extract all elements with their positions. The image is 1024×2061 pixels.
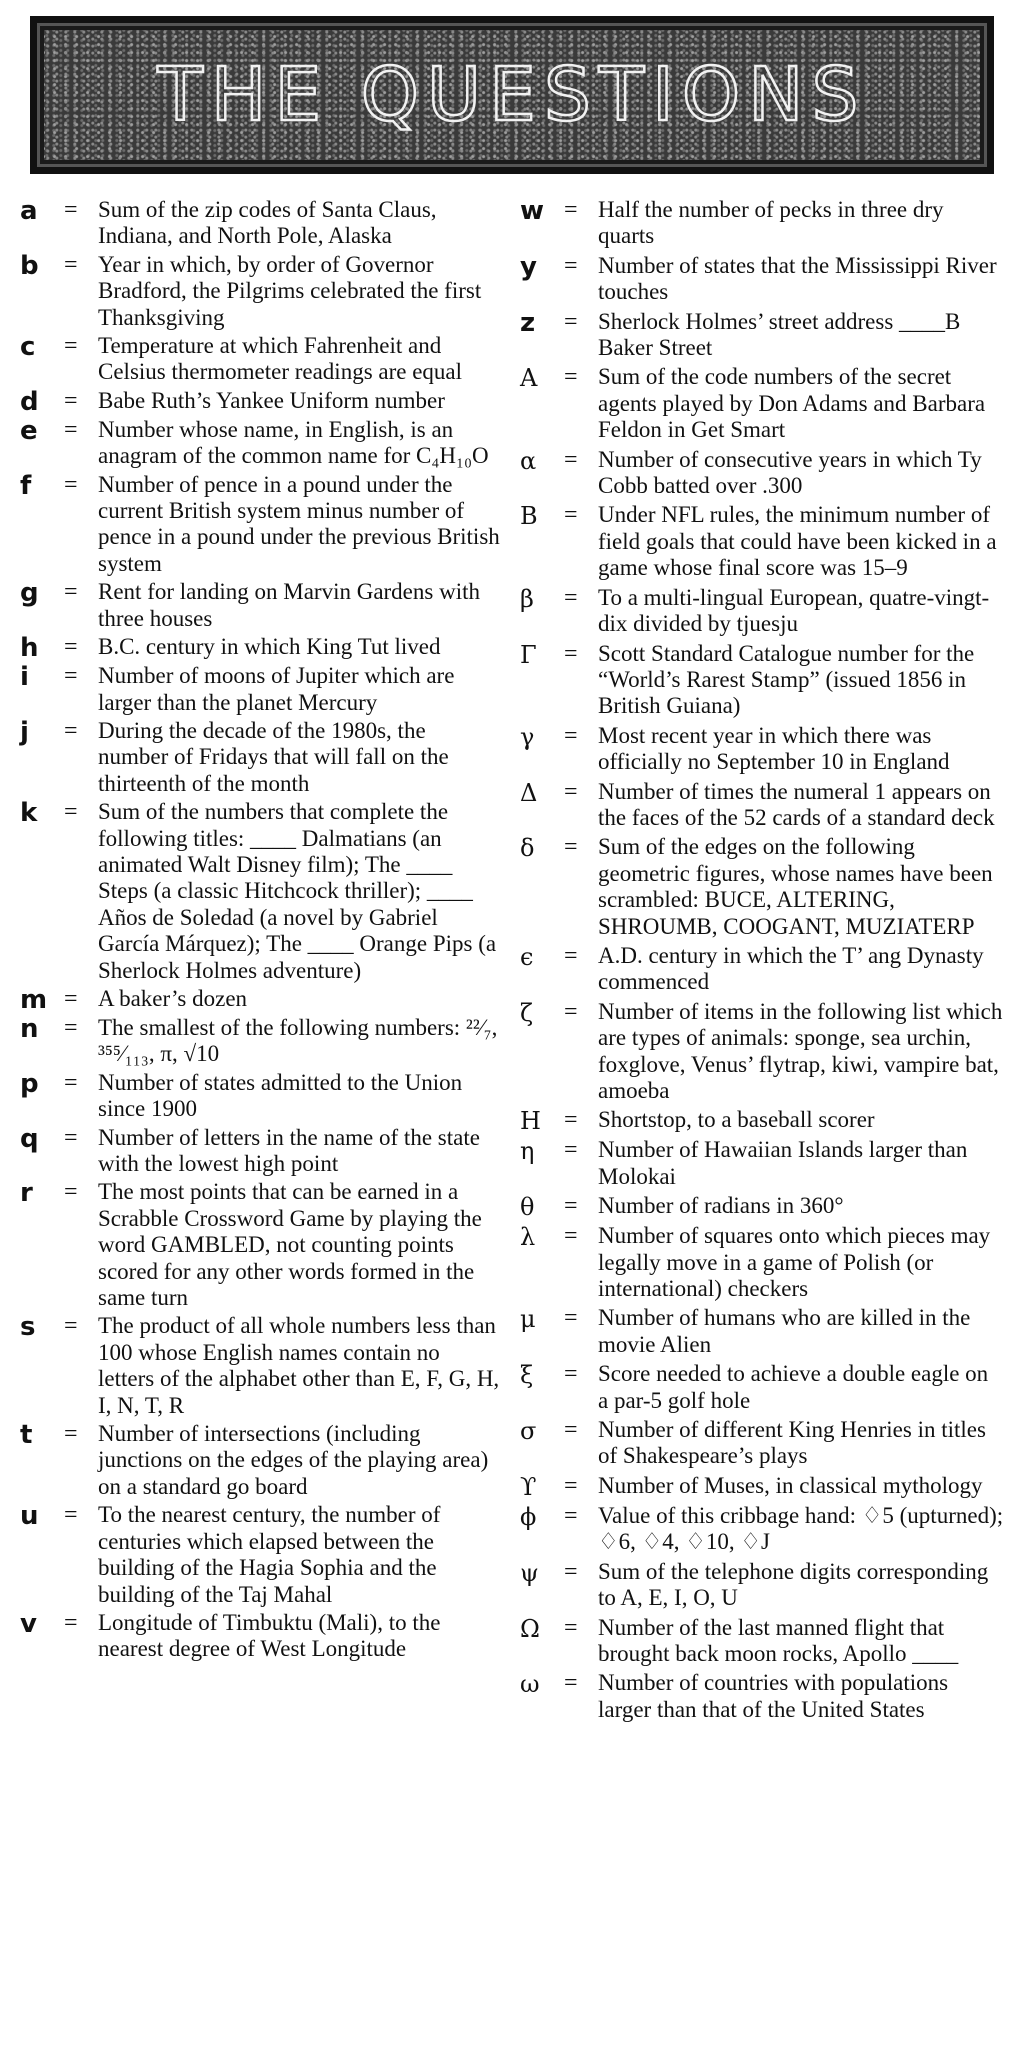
equals-sign: = <box>564 197 578 223</box>
question-entry <box>520 364 1004 443</box>
equals-sign: = <box>64 1609 78 1636</box>
question-text: Under NFL rules, the minimum number of field goals that could have been kicked in a game whose final score was 15–9 <box>598 502 997 581</box>
question-letter: q <box>20 1123 39 1154</box>
question-entry <box>520 1107 1004 1134</box>
question-letter: η <box>520 1137 535 1166</box>
question-text: During the decade of the 1980s, the number of Fridays that will fall on the thirteenth of the month <box>98 717 449 796</box>
question-text: B.C. century in which King Tut lived <box>98 634 441 660</box>
question-letter: A <box>520 364 538 393</box>
question-entry <box>20 718 500 797</box>
question-text: A.D. century in which the T’ ang Dynasty commenced <box>598 942 984 995</box>
question-entry <box>20 472 500 578</box>
question-letter: θ <box>520 1193 535 1222</box>
question-letter: Γ <box>520 640 537 669</box>
question-text: Scott Standard Catalogue number for the “World’s Rarest Stamp” (issued 1856 in British Guiana) <box>598 640 975 719</box>
question-letter: k <box>20 798 38 829</box>
question-letter: r <box>20 1178 33 1209</box>
question-text: Sherlock Holmes’ street address ____B Baker Street <box>598 308 961 361</box>
equals-sign: = <box>564 722 578 749</box>
question-letter: Ω <box>520 1614 540 1643</box>
question-entry <box>520 197 1004 250</box>
question-text: Shortstop, to a baseball scorer <box>598 1107 875 1133</box>
question-letter: s <box>20 1312 36 1343</box>
question-text: Number of Muses, in classical mythology <box>598 1472 983 1498</box>
question-text: Temperature at which Fahrenheit and Celsius thermometer readings are equal <box>98 333 463 385</box>
question-entry <box>520 1615 1004 1668</box>
equals-sign: = <box>564 1417 578 1444</box>
question-letter: c <box>20 332 36 363</box>
equals-sign: = <box>564 1223 578 1250</box>
equals-sign: = <box>564 640 578 667</box>
question-text: To the nearest century, the number of centuries which elapsed between the building of the Hagia Sophia and the building of the Taj Mahal <box>98 1502 441 1607</box>
question-text: The product of all whole numbers less than 100 whose English names contain no letters of the alphabet other than E, F, G, H, I, N, T, R <box>98 1313 500 1418</box>
question-entry <box>520 723 1004 776</box>
question-letter: t <box>20 1420 33 1451</box>
equals-sign: = <box>564 1361 578 1388</box>
equals-sign: = <box>564 834 578 861</box>
equals-sign: = <box>64 416 78 443</box>
question-letter: ψ <box>520 1558 539 1587</box>
equals-sign: = <box>564 1107 578 1134</box>
left-question-column <box>20 197 500 1665</box>
question-entry <box>520 447 1004 500</box>
question-letter: B <box>520 502 538 531</box>
question-entry <box>20 986 500 1013</box>
question-letter: ξ <box>520 1361 534 1390</box>
question-text: Longitude of Timbuktu (Mali), to the nearest degree of West Longitude <box>98 1609 441 1662</box>
equals-sign: = <box>564 364 578 391</box>
question-entry <box>520 1193 1004 1220</box>
question-letter: σ <box>520 1417 537 1446</box>
question-letter: ω <box>520 1670 540 1699</box>
equals-sign: = <box>564 942 578 969</box>
question-entry <box>20 1610 500 1663</box>
question-entry <box>20 1015 500 1068</box>
question-letter: w <box>520 196 545 226</box>
question-entry <box>520 253 1004 306</box>
question-text: Half the number of pecks in three dry quarts <box>598 197 944 249</box>
question-text: Sum of the zip codes of Santa Claus, Indiana, and North Pole, Alaska <box>98 197 437 249</box>
equals-sign: = <box>564 1670 578 1697</box>
question-letter: ϒ <box>520 1472 537 1501</box>
equals-sign: = <box>564 1502 578 1529</box>
question-letter: u <box>20 1501 39 1532</box>
question-letter: i <box>20 662 29 693</box>
question-entry <box>20 1421 500 1500</box>
question-entry <box>20 417 500 470</box>
question-text: Number of countries with populations larger than that of the United States <box>598 1670 949 1722</box>
equals-sign: = <box>564 1614 578 1641</box>
question-text: Year in which, by order of Governor Bradford, the Pilgrims celebrated the first Thanksgiving <box>98 251 482 330</box>
question-entry <box>20 252 500 331</box>
question-letter: ϵ <box>520 942 534 971</box>
question-text: Number of different King Henries in titles of Shakespeare’s plays <box>598 1417 986 1469</box>
equals-sign: = <box>564 778 578 805</box>
question-text: Sum of the edges on the following geometric figures, whose names have been scrambled: BUCE, ALTERING, SHROUMB, COOGANT, MUZIATERP <box>598 834 993 939</box>
question-letter: f <box>20 470 32 501</box>
equals-sign: = <box>564 998 578 1025</box>
question-letter: e <box>20 415 38 446</box>
question-letter: n <box>20 1013 39 1044</box>
question-entry <box>520 834 1004 940</box>
equals-sign: = <box>564 446 578 473</box>
question-entry <box>20 1179 500 1311</box>
question-text: Value of this cribbage hand: ♢5 (upturned); ♢6, ♢4, ♢10, ♢J <box>598 1502 1004 1555</box>
question-letter: β <box>520 584 534 613</box>
question-entry <box>520 999 1004 1105</box>
equals-sign: = <box>564 1137 578 1164</box>
question-text: Number of intersections (including junctions on the edges of the playing area) on a standard go board <box>98 1421 489 1499</box>
equals-sign: = <box>64 333 78 360</box>
question-letter: z <box>520 307 536 338</box>
equals-sign: = <box>64 579 78 606</box>
title-banner <box>30 16 994 174</box>
equals-sign: = <box>564 1558 578 1585</box>
question-text: Number of states that the Mississippi River touches <box>598 252 997 305</box>
question-text: Number whose name, in English, is an anagram of the common name for C₄H₁₀O <box>98 416 489 469</box>
question-letter: Δ <box>520 778 538 807</box>
question-letter: ϕ <box>520 1502 537 1531</box>
question-letter: d <box>20 386 39 417</box>
question-text: Number of pence in a pound under the current British system minus number of pence in a pound under the previous British system <box>98 471 500 576</box>
question-entry <box>20 1125 500 1178</box>
equals-sign: = <box>64 1124 78 1151</box>
equals-sign: = <box>64 471 78 498</box>
question-entry <box>520 1361 1004 1414</box>
question-letter: y <box>520 251 537 282</box>
question-letter: j <box>20 716 29 747</box>
equals-sign: = <box>64 1179 78 1206</box>
equals-sign: = <box>64 251 78 278</box>
question-entry <box>20 1313 500 1419</box>
equals-sign: = <box>564 502 578 529</box>
equals-sign: = <box>64 1069 78 1096</box>
question-text: Number of squares onto which pieces may legally move in a game of Polish (or international) checkers <box>598 1223 991 1302</box>
equals-sign: = <box>64 197 78 223</box>
question-entry <box>20 633 500 664</box>
question-text: Babe Ruth’s Yankee Uniform number <box>98 387 445 413</box>
question-text: Sum of the numbers that complete the following titles: ____ Dalmatians (an animated Walt Disney film); The ____ Steps (a classic Hitchcock thriller); ____ Años de Soledad (a novel by Gabriel García Márquez); The ____ Orange Pips (a Sherlock Holmes adventure) <box>98 799 497 983</box>
equals-sign: = <box>564 308 578 335</box>
equals-sign: = <box>64 1421 78 1448</box>
question-entry <box>20 197 500 250</box>
question-letter: δ <box>520 834 535 863</box>
question-entry <box>520 585 1004 638</box>
question-text: A baker’s dozen <box>98 985 248 1011</box>
equals-sign: = <box>564 252 578 279</box>
question-entry <box>520 502 1004 581</box>
question-entry <box>520 1559 1004 1612</box>
question-letter: v <box>20 1608 37 1639</box>
equals-sign: = <box>64 985 78 1012</box>
question-letter: H <box>520 1107 541 1136</box>
question-text: Rent for landing on Marvin Gardens with three houses <box>98 579 480 631</box>
question-text: Number of items in the following list which are types of animals: sponge, sea urchin, foxglove, Venus’ flytrap, kiwi, vampire bat, amoeba <box>598 998 1003 1103</box>
question-entry <box>20 1070 500 1123</box>
question-letter: a <box>20 196 38 226</box>
question-entry <box>520 1305 1004 1358</box>
equals-sign: = <box>64 387 78 414</box>
question-entry <box>520 1223 1004 1302</box>
question-letter: λ <box>520 1223 536 1252</box>
equals-sign: = <box>64 1014 78 1041</box>
question-text: The most points that can be earned in a Scrabble Crossword Game by playing the word GAMBLED, not counting points scored for any other words formed in the same turn <box>98 1179 482 1311</box>
page-title: THE QUESTIONS <box>157 52 867 138</box>
question-entry <box>520 1417 1004 1470</box>
question-entry <box>520 309 1004 362</box>
equals-sign: = <box>564 1305 578 1332</box>
question-text: Number of times the numeral 1 appears on the faces of the 52 cards of a standard deck <box>598 778 995 830</box>
question-letter: α <box>520 446 537 475</box>
equals-sign: = <box>64 663 78 690</box>
question-entry <box>520 1670 1004 1723</box>
equals-sign: = <box>64 634 78 661</box>
question-entry <box>20 799 500 984</box>
question-text: Sum of the telephone digits corresponding to A, E, I, O, U <box>598 1558 989 1611</box>
question-letter: ζ <box>520 998 534 1027</box>
equals-sign: = <box>564 1193 578 1220</box>
question-text: Sum of the code numbers of the secret agents played by Don Adams and Barbara Feldon in Get Smart <box>598 364 986 443</box>
question-letter: g <box>20 578 39 609</box>
question-entry <box>520 1137 1004 1190</box>
question-text: Number of the last manned flight that brought back moon rocks, Apollo ____ <box>598 1614 959 1666</box>
question-entry <box>520 779 1004 832</box>
question-letter: p <box>20 1068 39 1099</box>
question-entry <box>20 663 500 716</box>
question-letter: μ <box>520 1305 536 1334</box>
question-text: Number of letters in the name of the state with the lowest high point <box>98 1124 480 1176</box>
question-text: Number of humans who are killed in the movie Alien <box>598 1305 971 1357</box>
question-letter: h <box>20 633 39 664</box>
question-entry <box>520 1473 1004 1500</box>
question-entry <box>20 1502 500 1608</box>
question-entry <box>20 579 500 632</box>
equals-sign: = <box>564 584 578 611</box>
question-text: The smallest of the following numbers: ²²⁄₇, ³⁵⁵⁄₁₁₃, π, √10 <box>98 1014 498 1067</box>
question-text: Number of Hawaiian Islands larger than Molokai <box>598 1137 968 1189</box>
question-text: To a multi-lingual European, quatre-vingt-dix divided by tjuesju <box>598 584 990 637</box>
right-question-column <box>520 197 1004 1726</box>
equals-sign: = <box>64 1313 78 1340</box>
question-entry <box>520 641 1004 720</box>
question-text: Score needed to achieve a double eagle on a par-5 golf hole <box>598 1361 989 1413</box>
equals-sign: = <box>64 1502 78 1529</box>
question-text: Number of consecutive years in which Ty Cobb batted over .300 <box>598 446 982 499</box>
question-letter: m <box>20 984 48 1015</box>
question-entry <box>20 333 500 386</box>
question-entry <box>520 1503 1004 1556</box>
question-entry <box>520 943 1004 996</box>
question-letter: b <box>20 250 39 281</box>
question-text: Number of states admitted to the Union since 1900 <box>98 1069 463 1122</box>
question-letter: γ <box>520 722 535 751</box>
equals-sign: = <box>64 717 78 744</box>
question-text: Number of moons of Jupiter which are larger than the planet Mercury <box>98 663 455 715</box>
question-entry <box>20 388 500 415</box>
question-text: Number of radians in 360° <box>598 1193 844 1219</box>
equals-sign: = <box>64 799 78 826</box>
question-text: Most recent year in which there was officially no September 10 in England <box>598 722 950 775</box>
equals-sign: = <box>564 1472 578 1499</box>
